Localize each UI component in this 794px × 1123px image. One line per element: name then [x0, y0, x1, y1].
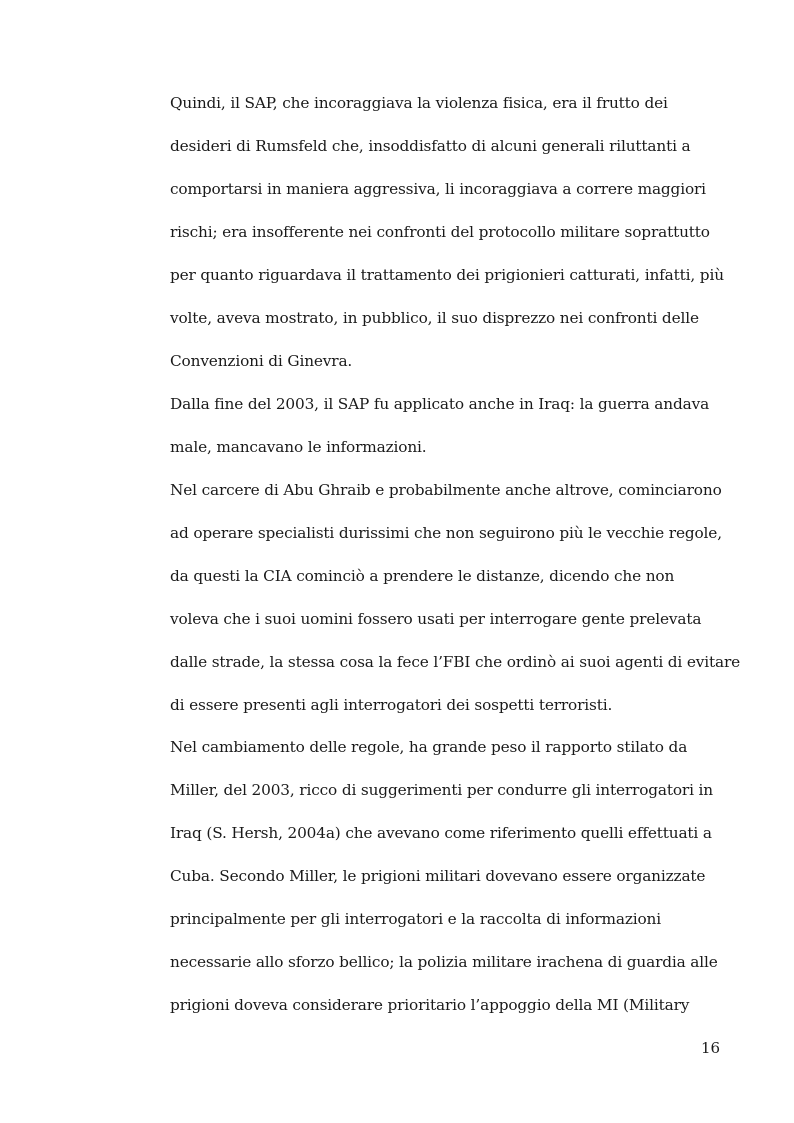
text-line: Nel cambiamento delle regole, ha grande peso il rapporto stilato da	[170, 738, 688, 756]
text-line: volte, aveva mostrato, in pubblico, il suo disprezzo nei confronti delle	[170, 309, 699, 327]
text-line: da questi la CIA cominciò a prendere le distanze, dicendo che non	[170, 567, 675, 585]
text-line: per quanto riguardava il trattamento dei prigionieri catturati, infatti, più	[170, 266, 724, 284]
page-number: 16	[701, 1039, 721, 1057]
text-line: necessarie allo sforzo bellico; la polizia militare irachena di guardia alle	[170, 953, 718, 971]
text-line: desideri di Rumsfeld che, insoddisfatto di alcuni generali riluttanti a	[170, 137, 691, 155]
text-line: Cuba. Secondo Miller, le prigioni militari dovevano essere organizzate	[170, 867, 706, 885]
text-line: Dalla fine del 2003, il SAP fu applicato anche in Iraq: la guerra andava	[170, 395, 710, 413]
text-line: Iraq (S. Hersh, 2004a) che avevano come riferimento quelli effettuati a	[170, 824, 712, 842]
text-line: prigioni doveva considerare prioritario l’appoggio della MI (Military	[170, 996, 690, 1014]
text-line: male, mancavano le informazioni.	[170, 438, 427, 456]
text-line: Quindi, il SAP, che incoraggiava la violenza fisica, era il frutto dei	[170, 94, 668, 112]
text-line: voleva che i suoi uomini fossero usati per interrogare gente prelevata	[170, 610, 702, 628]
text-line: principalmente per gli interrogatori e la raccolta di informazioni	[170, 910, 661, 928]
text-line: Nel carcere di Abu Ghraib e probabilmente anche altrove, cominciarono	[170, 481, 722, 499]
text-line: rischi; era insofferente nei confronti del protocollo militare soprattutto	[170, 223, 710, 241]
text-line: Convenzioni di Ginevra.	[170, 352, 353, 370]
text-line: Miller, del 2003, ricco di suggerimenti per condurre gli interrogatori in	[170, 781, 713, 799]
text-line: ad operare specialisti durissimi che non seguirono più le vecchie regole,	[170, 524, 722, 542]
text-line: dalle strade, la stessa cosa la fece l’FBI che ordinò ai suoi agenti di evitare	[170, 653, 741, 671]
text-line: di essere presenti agli interrogatori dei sospetti terroristi.	[170, 696, 613, 714]
text-line: comportarsi in maniera aggressiva, li incoraggiava a correre maggiori	[170, 180, 706, 198]
